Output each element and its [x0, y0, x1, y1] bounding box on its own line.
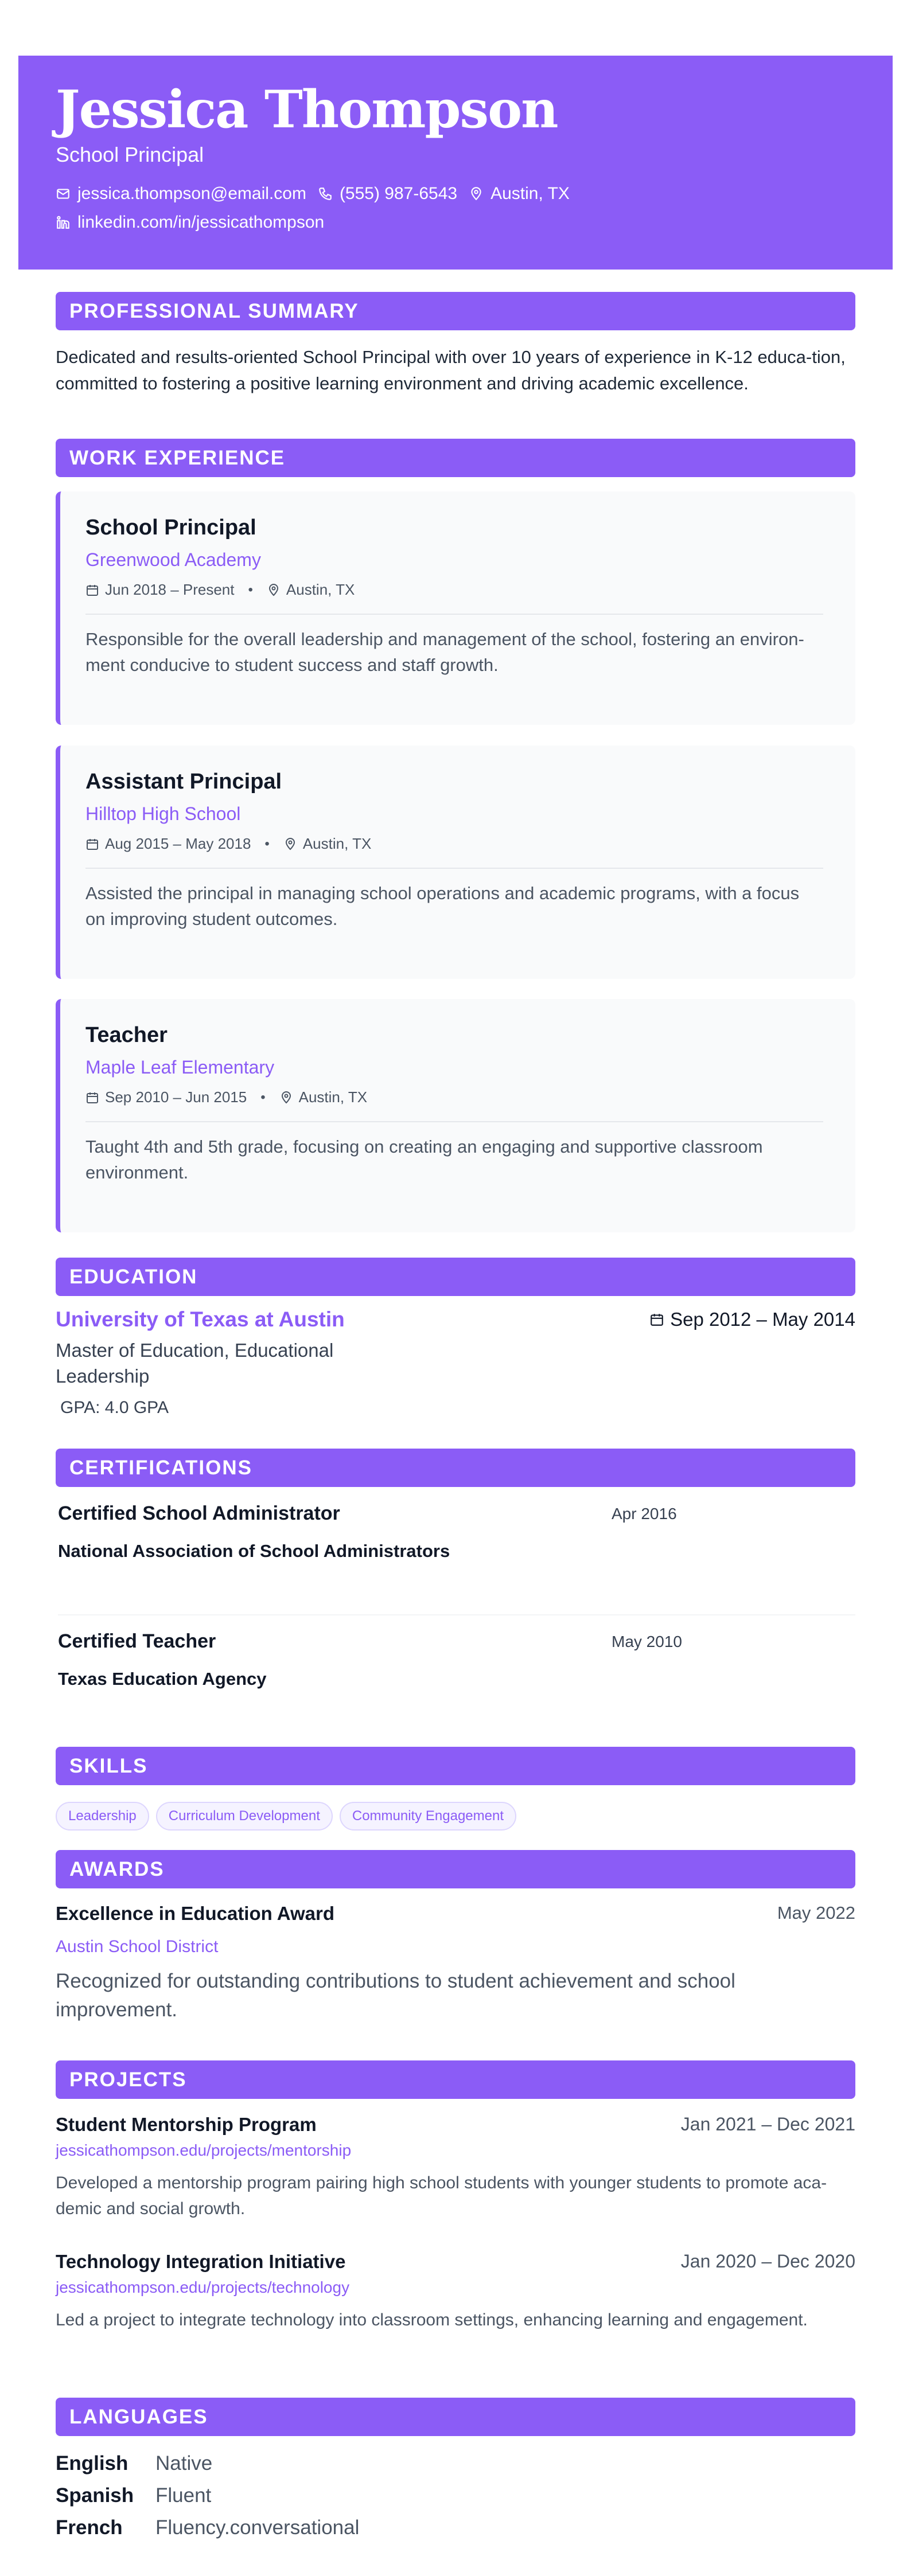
map-pin-icon — [283, 837, 297, 851]
project-dates: Jan 2021 – Dec 2021 — [680, 2114, 855, 2134]
section-heading-projects: PROJECTS — [56, 2060, 855, 2099]
candidate-title: School Principal — [56, 143, 204, 166]
linkedin-icon — [56, 215, 71, 230]
project-link[interactable]: jessicathompson.edu/projects/mentorship — [56, 2141, 352, 2159]
project-entry — [56, 2251, 855, 2333]
calendar-icon — [85, 1091, 99, 1104]
job-title: Teacher — [85, 1023, 168, 1047]
award-date: May 2022 — [777, 1903, 855, 1923]
job-description: Taught 4th and 5th grade, focusing on creating an engaging and supportive classroom environment. — [85, 1137, 763, 1182]
calendar-icon — [85, 837, 99, 851]
job-location: Austin, TX — [302, 835, 372, 852]
location-contact — [469, 184, 570, 204]
skill-tag: Leadership — [56, 1802, 149, 1830]
linkedin-text: linkedin.com/in/jessicathompson — [77, 213, 325, 232]
mail-icon — [56, 186, 71, 201]
summary-text: Dedicated and results-oriented School Principal with over 10 years of experience in K-12 educa-tion, committed to fostering a positive learning environment and driving academic excellence. — [56, 347, 846, 393]
education-entry — [56, 1307, 855, 1422]
education-dates — [649, 1309, 855, 1330]
project-description: Led a project to integrate technology into classroom settings, enhancing learning and engagement. — [56, 2310, 808, 2329]
award-entry — [56, 1903, 855, 2024]
divider — [85, 868, 823, 869]
award-name: Excellence in Education Award — [56, 1903, 334, 1924]
job-meta — [85, 835, 832, 853]
job-title: School Principal — [85, 516, 256, 540]
calendar-icon — [649, 1312, 664, 1327]
language-name: French — [56, 2516, 123, 2539]
language-name: Spanish — [56, 2484, 134, 2507]
award-organization: Austin School District — [56, 1937, 219, 1956]
location-text: Austin, TX — [490, 184, 570, 203]
section-heading-skills: SKILLS — [56, 1747, 855, 1785]
section-heading-education: EDUCATION — [56, 1258, 855, 1296]
certification-date: Apr 2016 — [612, 1505, 677, 1523]
job-dates: Aug 2015 – May 2018 — [105, 835, 251, 852]
certification-name: Certified Teacher — [58, 1630, 216, 1652]
project-name: Student Mentorship Program — [56, 2114, 317, 2135]
award-description: Recognized for outstanding contributions to student achievement and school improvement. — [56, 1970, 735, 2021]
project-description: Developed a mentorship program pairing high school students with younger students to promote aca-demic and social growth. — [56, 2173, 827, 2218]
certification-name: Certified School Administrator — [58, 1502, 340, 1524]
job-description: Responsible for the overall leadership and management of the school, fostering an environ-ment conducive to student success and staff growth. — [85, 629, 804, 675]
education-school: University of Texas at Austin — [56, 1307, 345, 1331]
separator-dot: • — [260, 1089, 266, 1105]
calendar-icon — [85, 583, 99, 597]
divider — [85, 614, 823, 615]
separator-dot: • — [248, 581, 253, 598]
phone-text: (555) 987-6543 — [339, 184, 458, 203]
job-description: Assisted the principal in managing school operations and academic programs, with a focus on improving student outcomes. — [85, 883, 800, 929]
certification-issuer: National Association of School Administrators — [58, 1541, 450, 1561]
contact-row — [56, 184, 855, 204]
project-name: Technology Integration Initiative — [56, 2251, 346, 2272]
language-level: Fluency.conversational — [155, 2516, 360, 2539]
education-gpa: GPA: 4.0 GPA — [60, 1398, 169, 1417]
job-company: Maple Leaf Elementary — [85, 1057, 275, 1078]
job-location: Austin, TX — [298, 1088, 368, 1106]
map-pin-icon — [469, 186, 484, 201]
job-meta — [85, 581, 832, 599]
job-company: Greenwood Academy — [85, 549, 261, 570]
certification-date: May 2010 — [612, 1633, 682, 1650]
resume-header — [18, 56, 893, 270]
job-dates: Sep 2010 – Jun 2015 — [105, 1088, 247, 1106]
language-row — [56, 2484, 211, 2507]
job-dates: Jun 2018 – Present — [105, 581, 235, 598]
language-row — [56, 2452, 212, 2475]
map-pin-icon — [267, 583, 281, 597]
certification-entry — [58, 1630, 855, 1689]
language-name: English — [56, 2452, 129, 2474]
section-heading-languages: LANGUAGES — [56, 2398, 855, 2436]
experience-card — [56, 999, 855, 1232]
job-company: Hilltop High School — [85, 803, 241, 824]
project-entry — [56, 2114, 855, 2222]
contact-row-2 — [56, 213, 855, 232]
education-dates-text: Sep 2012 – May 2014 — [670, 1309, 855, 1330]
project-dates: Jan 2020 – Dec 2020 — [680, 2251, 855, 2271]
education-degree: Master of Education, Educational Leadership — [56, 1340, 334, 1387]
map-pin-icon — [279, 1091, 293, 1104]
language-level: Fluent — [155, 2484, 212, 2507]
email-text: jessica.thompson@email.com — [77, 184, 306, 203]
project-link[interactable]: jessicathompson.edu/projects/technology — [56, 2278, 350, 2296]
section-heading-summary: PROFESSIONAL SUMMARY — [56, 292, 855, 330]
candidate-name: Jessica Thompson — [56, 79, 558, 140]
language-row — [56, 2516, 359, 2539]
section-heading-certifications: CERTIFICATIONS — [56, 1449, 855, 1487]
certification-entry — [58, 1502, 855, 1562]
phone-contact[interactable] — [318, 184, 457, 204]
language-level: Native — [155, 2452, 213, 2474]
section-heading-experience: WORK EXPERIENCE — [56, 439, 855, 477]
skill-tag: Curriculum Development — [156, 1802, 333, 1830]
job-location: Austin, TX — [286, 581, 355, 598]
skills-list — [56, 1802, 523, 1830]
email-contact[interactable] — [56, 184, 306, 204]
linkedin-contact[interactable] — [56, 213, 324, 232]
job-meta — [85, 1088, 832, 1106]
experience-card — [56, 746, 855, 979]
job-title: Assistant Principal — [85, 770, 282, 794]
phone-icon — [318, 186, 333, 201]
section-heading-awards: AWARDS — [56, 1850, 855, 1888]
separator-dot: • — [264, 836, 270, 852]
divider — [58, 1614, 855, 1615]
divider — [85, 1121, 823, 1122]
certification-issuer: Texas Education Agency — [58, 1669, 267, 1689]
experience-card — [56, 491, 855, 725]
skill-tag: Community Engagement — [340, 1802, 516, 1830]
